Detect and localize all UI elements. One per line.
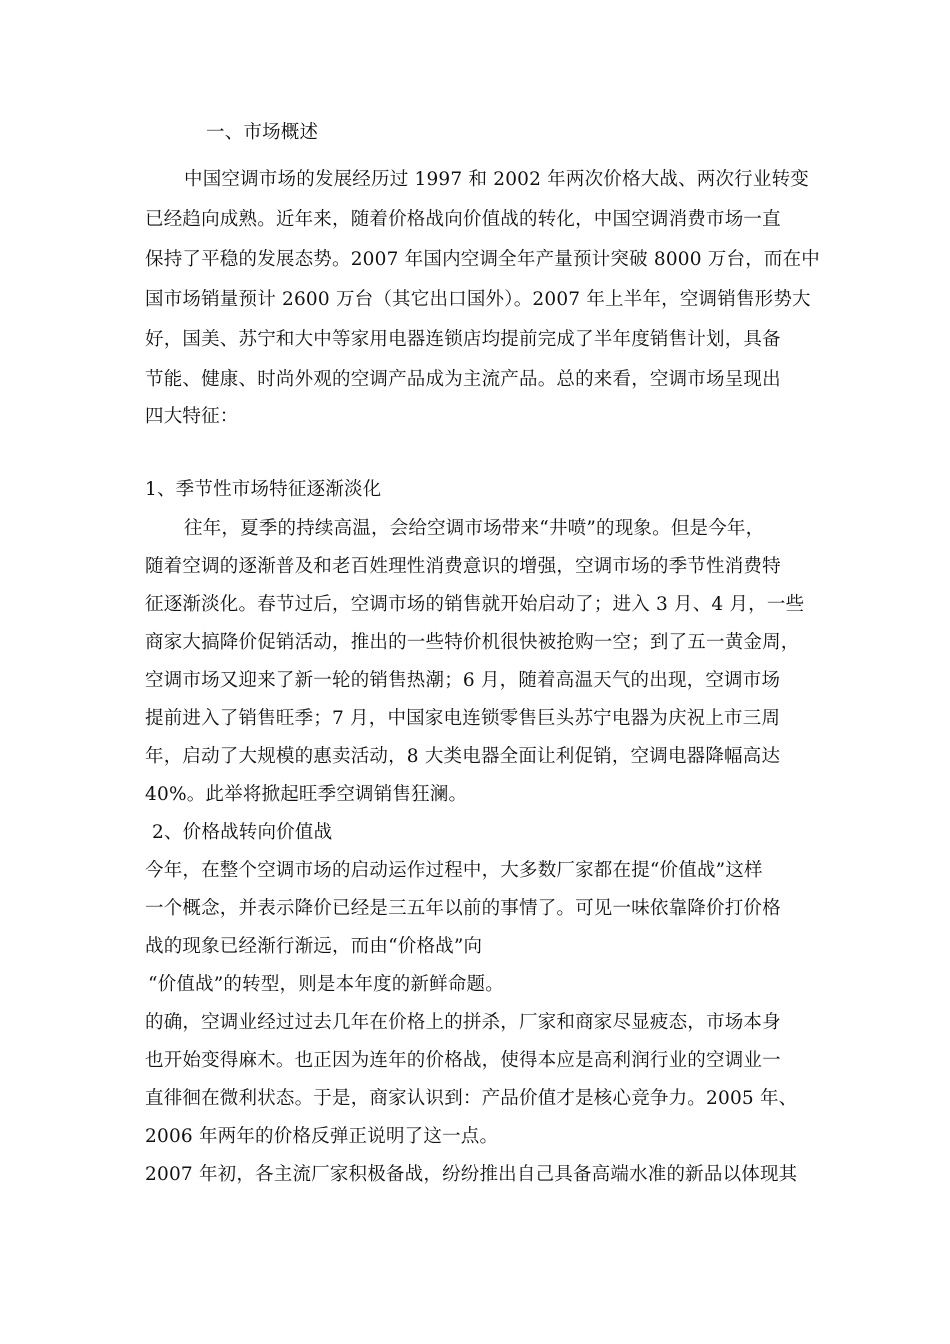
paragraph-line: 提前进入了销售旺季；7 月，中国家电连锁零售巨头苏宁电器为庆祝上市三周 [145,708,781,729]
paragraph-line: 四大特征： [145,406,239,427]
paragraph-line: 也开始变得麻木。也正因为连年的价格战，使得本应是高利润行业的空调业一 [145,1050,781,1071]
subsection-title: 1、季节性市场特征逐渐淡化 [145,479,382,500]
paragraph-line: 国市场销量预计 2600 万台（其它出口国外）。2007 年上半年，空调销售形势大 [145,289,811,310]
paragraph-line: 年，启动了大规模的惠卖活动，8 大类电器全面让利促销，空调电器降幅高达 [145,746,781,767]
paragraph-line: 节能、健康、时尚外观的空调产品成为主流产品。总的来看，空调市场呈现出 [145,369,781,390]
paragraph-line: 今年，在整个空调市场的启动运作过程中，大多数厂家都在提“价值战”这样 [145,860,763,881]
paragraph-line: 的确，空调业经过过去几年在价格上的拼杀，厂家和商家尽显疲态，市场本身 [145,1012,781,1033]
paragraph-line: 2007 年初，各主流厂家积极备战，纷纷推出自己具备高端水准的新品以体现其 [145,1164,798,1185]
paragraph-line: “价值战”的转型，则是本年度的新鲜命题。 [148,974,504,995]
paragraph-line: 征逐渐淡化。春节过后，空调市场的销售就开始启动了；进入 3 月、4 月，一些 [145,594,805,615]
paragraph-line: 2006 年两年的价格反弹正说明了这一点。 [145,1126,499,1147]
section-heading: 一、市场概述 [206,122,319,143]
paragraph-line: 好，国美、苏宁和大中等家用电器连锁店均提前完成了半年度销售计划，具备 [145,329,781,350]
paragraph-line: 保持了平稳的发展态势。2007 年国内空调全年产量预计突破 8000 万台，而在中 [145,249,821,270]
paragraph-line: 中国空调市场的发展经历过 1997 和 2002 年两次价格大战、两次行业转变 [184,169,809,190]
paragraph-line: 空调市场又迎来了新一轮的销售热潮；6 月，随着高温天气的出现，空调市场 [145,670,781,691]
subsection-title: 2、价格战转向价值战 [152,822,333,843]
paragraph-line: 商家大搞降价促销活动，推出的一些特价机很快被抢购一空；到了五一黄金周， [145,632,800,653]
paragraph-line: 40%。此举将掀起旺季空调销售狂澜。 [145,784,468,805]
paragraph-line: 一个概念，并表示降价已经是三五年以前的事情了。可见一味依靠降价打价格 [145,898,781,919]
paragraph-line: 已经趋向成熟。近年来，随着价格战向价值战的转化，中国空调消费市场一直 [145,209,781,230]
paragraph-line: 随着空调的逐渐普及和老百姓理性消费意识的增强，空调市场的季节性消费特 [145,556,781,577]
paragraph-line: 直徘徊在微利状态。于是，商家认识到：产品价值才是核心竞争力。2005 年、 [145,1088,798,1109]
paragraph-line: 战的现象已经渐行渐远，而由“价格战”向 [145,936,483,957]
paragraph-line: 往年，夏季的持续高温，会给空调市场带来“井喷”的现象。但是今年， [184,518,765,539]
